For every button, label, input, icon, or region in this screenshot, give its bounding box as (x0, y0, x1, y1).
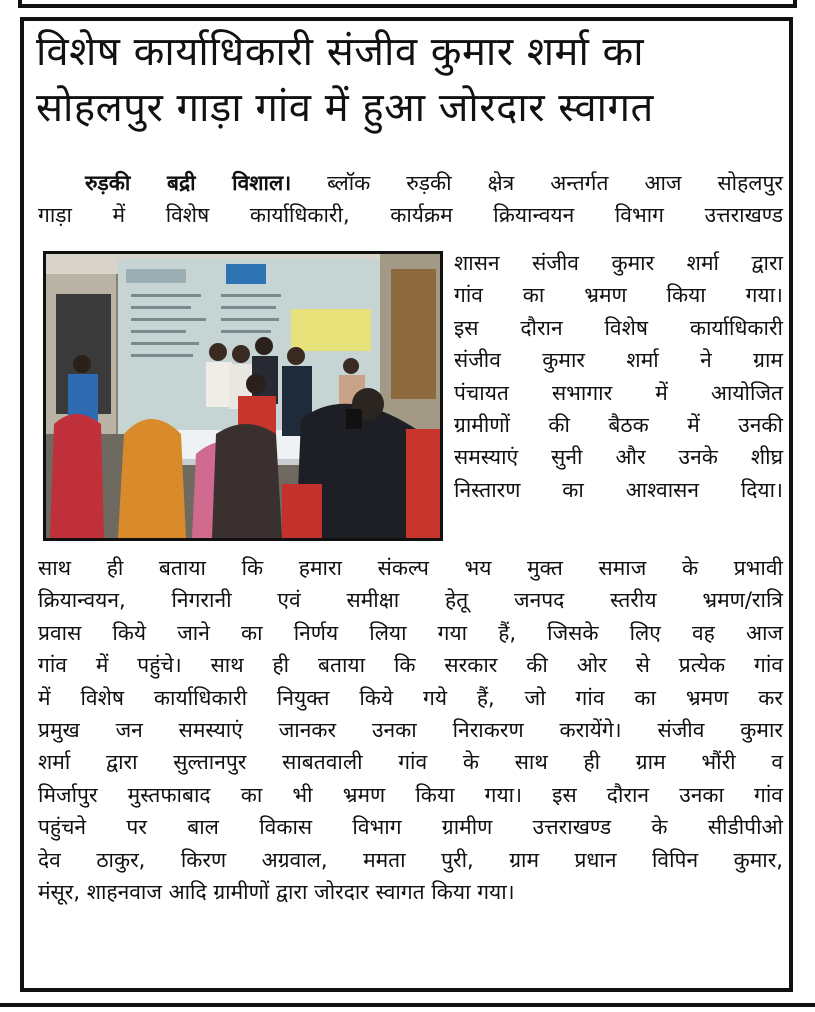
headline (36, 24, 782, 136)
side-line: इस दौरान विशेष कार्याधिकारी (454, 315, 783, 340)
bottom-rule (0, 1003, 815, 1007)
intro-paragraph (38, 167, 783, 232)
body-line: में विशेष कार्याधिकारी नियुक्त किये गये हैं, जो गांव का भ्रमण कर (38, 685, 783, 710)
body-line: मिर्जापुर मुस्तफाबाद का भी भ्रमण किया गया। इस दौरान उनका गांव (38, 782, 783, 807)
news-photo (43, 251, 443, 541)
bottom-paragraph (38, 552, 783, 908)
side-line: ग्रामीणों की बैठक में उनकी (454, 413, 783, 438)
body-line: गांव में पहुंचे। साथ ही बताया कि सरकार की ओर से प्रत्येक गांव (38, 653, 783, 678)
intro-line-2: गाड़ा में विशेष कार्याधिकारी, कार्यक्रम क्रियान्वयन विभाग उत्तराखण्ड (38, 203, 783, 228)
top-rule (0, 0, 815, 9)
side-column (454, 247, 783, 506)
side-line: गांव का भ्रमण किया गया। (454, 283, 783, 308)
body-line: क्रियान्वयन, निगरानी एवं समीक्षा हेतू जनपद स्तरीय भ्रमण/रात्रि (38, 588, 783, 613)
body-line: साथ ही बताया कि हमारा संकल्प भय मुक्त समाज के प्रभावी (38, 556, 783, 580)
headline-line-1: विशेष कार्याधिकारी संजीव कुमार शर्मा का (36, 29, 645, 75)
side-line: पंचायत सभागार में आयोजित (454, 380, 783, 405)
side-line: संजीव कुमार शर्मा ने ग्राम (454, 348, 783, 373)
dateline: रुड़की बद्री विशाल। (85, 171, 292, 195)
headline-line-2: सोहलपुर गाड़ा गांव में हुआ जोरदार स्वागत (36, 85, 654, 131)
body-line: प्रमुख जन समस्याएं जानकर उनका निराकरण करायेंगे। संजीव कुमार (38, 718, 783, 743)
intro-line-1: ब्लॉक रुड़की क्षेत्र अन्तर्गत आज सोहलपुर (291, 171, 784, 195)
body-line: शर्मा द्वारा सुल्तानपुर साबतवाली गांव के साथ ही ग्राम भौंरी व (38, 750, 783, 775)
body-line: देव ठाकुर, किरण अग्रवाल, ममता पुरी, ग्राम प्रधान विपिन कुमार, (38, 847, 783, 872)
body-line: मंसूर, शाहनवाज आदि ग्रामीणों द्वारा जोरदार स्वागत किया गया। (38, 880, 515, 905)
side-line: निस्तारण का आश्वासन दिया। (454, 477, 783, 502)
side-line: शासन संजीव कुमार शर्मा द्वारा (454, 251, 783, 275)
side-line: समस्याएं सुनी और उनके शीघ्र (454, 445, 783, 470)
body-line: पहुंचने पर बाल विकास विभाग ग्रामीण उत्तराखण्ड के सीडीपीओ (38, 815, 783, 840)
body-line: प्रवास किये जाने का निर्णय लिया गया हैं, जिसके लिए वह आज (38, 620, 783, 645)
